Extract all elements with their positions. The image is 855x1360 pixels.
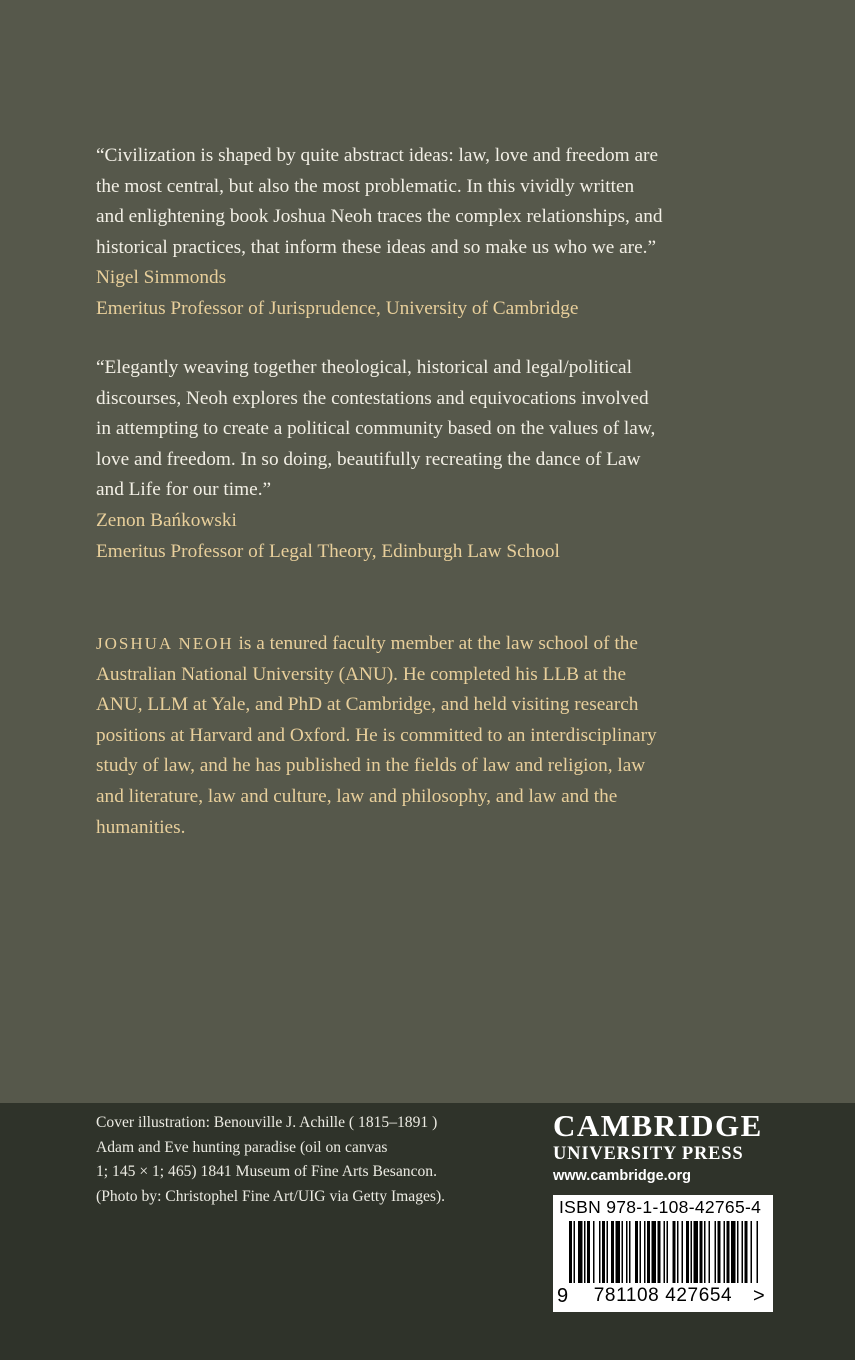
quote-1-affiliation: Emeritus Professor of Jurisprudence, University of Cambridge — [96, 297, 579, 319]
cover-credit-line-1: Cover illustration: Benouville J. Achille ( 1815–1891 ) — [96, 1114, 438, 1131]
publisher-subname: UNIVERSITY PRESS — [553, 1144, 744, 1164]
barcode-bar — [694, 1221, 699, 1283]
author-bio — [96, 629, 776, 843]
bio-line-5: study of law, and he has published in the fields of law and religion, law — [96, 755, 646, 777]
barcode-bar — [629, 1221, 631, 1283]
quote-1-author: Nigel Simmonds — [96, 267, 227, 289]
quote-2-affiliation: Emeritus Professor of Legal Theory, Edinburgh Law School — [96, 540, 560, 562]
bio-line-1 — [96, 629, 776, 660]
barcode-bar — [640, 1221, 642, 1283]
barcode-bar — [737, 1221, 739, 1283]
quote-2-line-5: and Life for our time.” — [96, 479, 272, 501]
bio-line-3: ANU, LLM at Yale, and PhD at Cambridge, and held visiting research — [96, 694, 639, 716]
barcode-bar — [626, 1221, 628, 1283]
barcode-bar — [647, 1221, 650, 1283]
bio-line-6: and literature, law and culture, law and philosophy, and law and the — [96, 785, 618, 807]
barcode-bar — [611, 1221, 614, 1283]
publisher-url: www.cambridge.org — [553, 1168, 692, 1184]
barcode-bar — [700, 1221, 703, 1283]
barcode-bar — [715, 1221, 717, 1283]
barcode-bar — [742, 1221, 744, 1283]
barcode-bar — [658, 1221, 661, 1283]
barcode-bar — [635, 1221, 638, 1283]
bio-line-2: Australian National University (ANU). He completed his LLB at the — [96, 663, 627, 685]
barcode-bar — [574, 1221, 576, 1283]
cover-credit-line-3: 1; 145 × 1; 465) 1841 Museum of Fine Arts Besancon. — [96, 1163, 438, 1181]
quote-1 — [96, 141, 776, 325]
quote-1-line-1: “Civilization is shaped by quite abstract ideas: law, love and freedom are — [96, 145, 658, 166]
barcode-bar — [607, 1221, 609, 1283]
barcode-bar — [587, 1221, 590, 1283]
barcode-bar — [673, 1221, 676, 1283]
barcode-bar — [704, 1221, 706, 1283]
barcode-bar — [652, 1221, 657, 1283]
barcode-bar — [584, 1221, 586, 1283]
bio-line-7: humanities. — [96, 816, 186, 838]
quote-2-line-2: discourses, Neoh explores the contestations and equivocations involved — [96, 387, 649, 409]
barcode-bar — [569, 1221, 572, 1283]
barcode-bar — [751, 1221, 753, 1283]
barcode-bar — [664, 1221, 666, 1283]
barcode-bar — [593, 1221, 595, 1283]
barcode-bar — [691, 1221, 693, 1283]
quote-1-line-3: and enlightening book Joshua Neoh traces the complex relationships, and — [96, 206, 663, 228]
bio-line-1-rest: is a tenured faculty member at the law school of the — [233, 633, 638, 654]
author-name: JOSHUA NEOH — [96, 634, 234, 653]
barcode-bar — [644, 1221, 646, 1283]
barcode-bar — [727, 1221, 730, 1283]
barcode-bar — [667, 1221, 669, 1283]
barcode-bar — [602, 1221, 605, 1283]
quote-2-author: Zenon Bańkowski — [96, 509, 237, 531]
barcode-bar — [622, 1221, 624, 1283]
quote-1-line-2: the most central, but also the most problematic. In this vividly written — [96, 175, 635, 197]
isbn-barcode — [553, 1195, 773, 1312]
barcode-bar — [745, 1221, 748, 1283]
bio-line-4: positions at Harvard and Oxford. He is committed to an interdisciplinary — [96, 724, 657, 746]
cover-credit — [96, 1111, 526, 1209]
quote-2-line-1: “Elegantly weaving together theological, historical and legal/political — [96, 357, 632, 378]
barcode-bar — [616, 1221, 621, 1283]
barcode-bar — [709, 1221, 711, 1283]
quote-2 — [96, 353, 776, 567]
barcode-bar — [599, 1221, 601, 1283]
cover-credit-line-4: (Photo by: Christophel Fine Art/UIG via Getty Images). — [96, 1187, 446, 1205]
barcode-bar — [677, 1221, 679, 1283]
quote-1-line-4: historical practices, that inform these ideas and so make us who we are.” — [96, 236, 657, 258]
barcode-bar — [757, 1221, 759, 1283]
isbn-label: ISBN 978-1-108-42765-4 — [559, 1197, 762, 1217]
publisher-logo — [553, 1109, 783, 1186]
cover-credit-line-2: Adam and Eve hunting paradise (oil on canvas — [96, 1138, 388, 1156]
barcode-bar — [578, 1221, 583, 1283]
barcode-digits: 781108 427654 — [573, 1285, 753, 1307]
barcode-bar — [682, 1221, 684, 1283]
barcode-bar — [724, 1221, 726, 1283]
barcode-tail: > — [753, 1285, 765, 1307]
publisher-name: CAMBRIDGE — [553, 1108, 763, 1143]
quote-2-line-3: in attempting to create a political community based on the values of law, — [96, 418, 656, 440]
quote-2-line-4: love and freedom. In so doing, beautifully recreating the dance of Law — [96, 448, 641, 470]
barcode-lead-digit: 9 — [557, 1285, 569, 1307]
barcode-bar — [731, 1221, 736, 1283]
barcode-bar — [718, 1221, 721, 1283]
barcode-bar — [686, 1221, 689, 1283]
